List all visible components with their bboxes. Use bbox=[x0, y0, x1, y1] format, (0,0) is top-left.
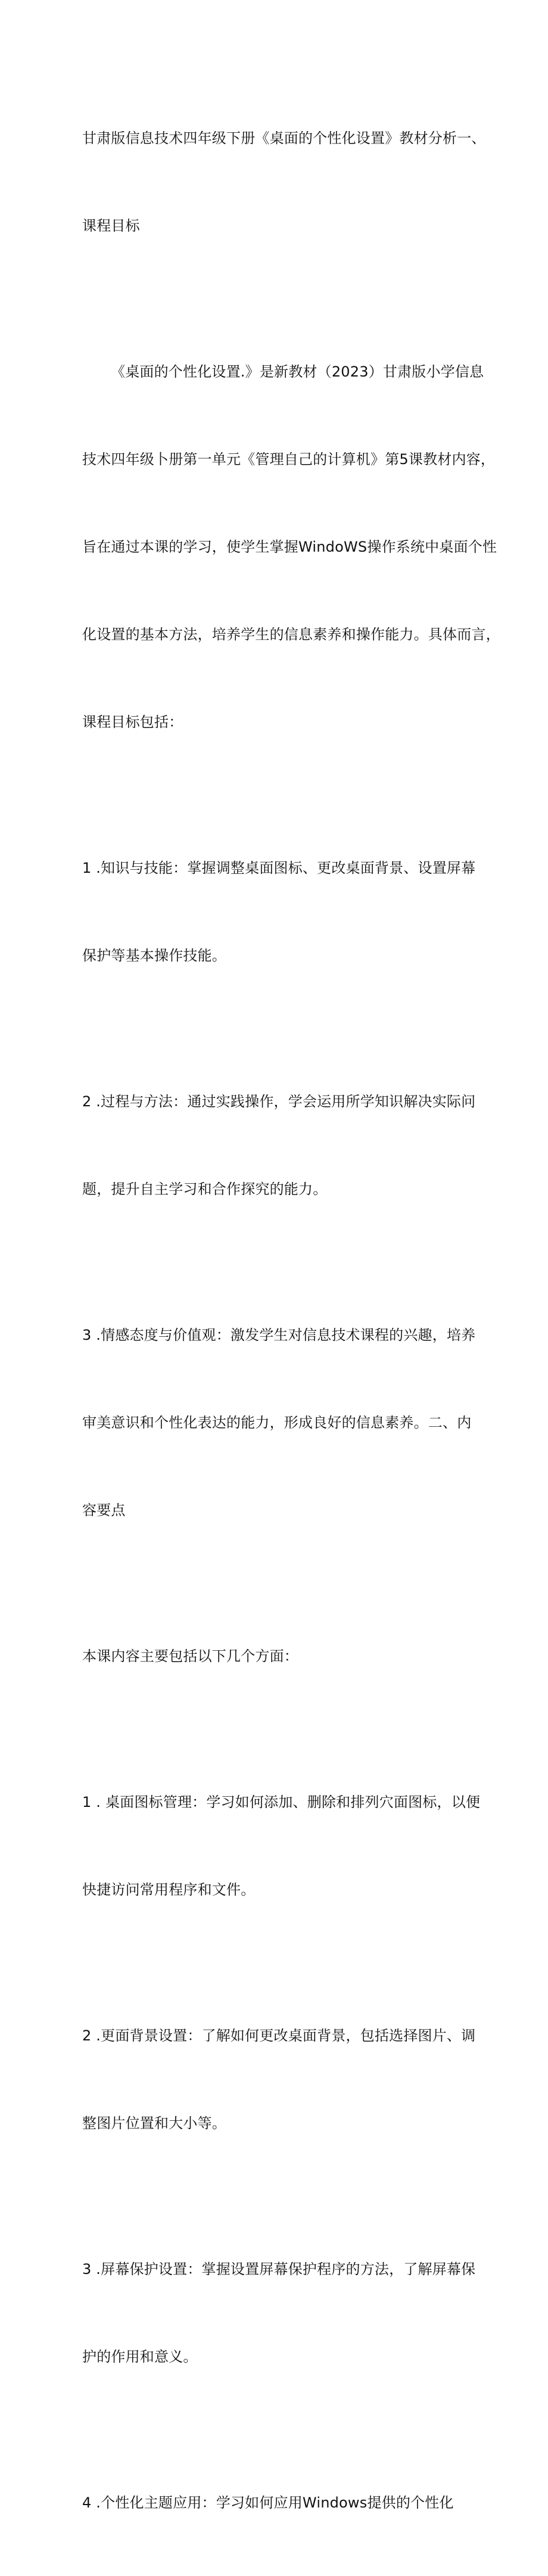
intro-line-3: 旨在通过本课的学习，使学生掌握WindoWS操作系统中桌面个性 bbox=[82, 539, 497, 555]
intro-line-5: 课程目标包括： bbox=[82, 714, 183, 730]
intro-paragraph bbox=[82, 299, 500, 795]
goal-2-line-1: 2 .过程与方法：通过实践操作，学会运用所学知识解决实际问 bbox=[82, 1093, 476, 1110]
point-4 bbox=[82, 2430, 469, 2576]
content-intro bbox=[82, 1583, 469, 1729]
intro-line-4: 化设置的基本方法，培养学生的信息素养和操作能力。具体而言， bbox=[82, 626, 500, 643]
document-title bbox=[82, 66, 486, 299]
goal-3-line-2: 审美意识和个性化表达的能力，形成良好的信息素养。二、内 bbox=[82, 1414, 472, 1431]
goal-1 bbox=[82, 795, 476, 1029]
goal-1-line-2: 保护等基本操作技能。 bbox=[82, 947, 226, 964]
point-2 bbox=[82, 1963, 476, 2197]
title-line-1: 甘肃版信息技术四年级下册《桌面的个性化设置》教材分析一、 bbox=[82, 130, 486, 147]
goal-1-line-1: 1 .知识与技能：掌握调整桌面图标、更改桌面背景、设置屏幕 bbox=[82, 860, 476, 876]
intro-line-2: 技术四年级卜册第一单元《管理自己的计算机》第5课教材内容， bbox=[82, 451, 496, 468]
point-1-line-2: 快捷访问常用程序和文件。 bbox=[82, 1881, 256, 1898]
point-2-line-1: 2 .更面背景设置：了解如何更改桌面背景，包括选择图片、调 bbox=[82, 2027, 476, 2044]
point-3 bbox=[82, 2197, 476, 2430]
title-line-2: 课程目标 bbox=[82, 217, 140, 234]
point-3-line-2: 护的作用和意义。 bbox=[82, 2348, 198, 2365]
point-1-line-1: 1 . 桌面图标管理：学习如何添加、删除和排列穴面图标，以便 bbox=[82, 1794, 481, 1810]
goal-2-line-2: 题，提升自主学习和合作探究的能力。 bbox=[82, 1181, 328, 1197]
point-3-line-1: 3 .屏幕保护设置：掌握设置屏幕保护程序的方法，了解屏幕保 bbox=[82, 2261, 476, 2278]
goal-3 bbox=[82, 1262, 476, 1583]
point-1 bbox=[82, 1729, 481, 1963]
document-body bbox=[82, 66, 500, 2576]
content-intro-line: 本课内容主要包括以下几个方面： bbox=[82, 1648, 298, 1665]
goal-3-line-3: 容要点 bbox=[82, 1502, 126, 1519]
goal-3-line-1: 3 .情感态度与价值观：激发学生对信息技术课程的兴趣，培养 bbox=[82, 1327, 476, 1343]
point-4-line-1: 4 .个性化主题应用：学习如何应用Windows提供的个性化 bbox=[82, 2494, 454, 2511]
intro-line-1: 《桌面的个性化设置.》是新教材（2023）甘肃版小学信息 bbox=[111, 363, 484, 380]
goal-2 bbox=[82, 1029, 476, 1262]
point-2-line-2: 整图片位置和大小等。 bbox=[82, 2115, 226, 2132]
